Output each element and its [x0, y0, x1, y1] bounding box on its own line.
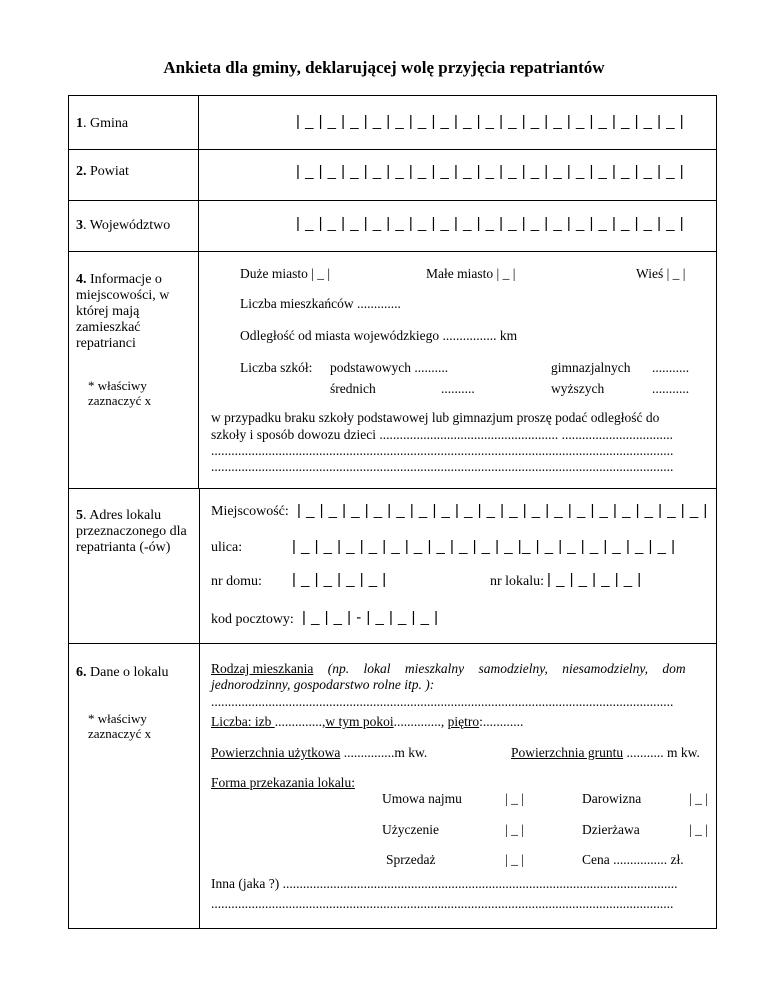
darowizna-label: Darowizna	[582, 791, 642, 806]
inna-field[interactable]: Inna (jaka ?) .....................................................................................................................	[211, 876, 678, 891]
dzierzawa-checkbox[interactable]: | _ |	[689, 822, 708, 837]
dane-lokalu-label: 6. Dane o lokalu	[76, 665, 169, 680]
gimnazjalne-label: gimnazjalnych	[551, 360, 631, 375]
darowizna-checkbox[interactable]: | _ |	[689, 791, 708, 806]
uzyczenie-checkbox[interactable]: | _ |	[505, 822, 524, 837]
nr-domu-input-boxes[interactable]: | _ | _ | _ | _ |	[292, 571, 387, 588]
dotted-line[interactable]: .........................................................................................................................................	[211, 459, 674, 474]
row-divider	[68, 251, 717, 252]
informacje-label: 4. Informacje o miejscowości, w której mają zamieszkać repatrianci	[76, 272, 170, 351]
page-title: Ankieta dla gminy, deklarującej wolę przyjęcia repatriantów	[163, 58, 605, 77]
gmina-label: 1. Gmina	[76, 116, 129, 131]
srednie-field[interactable]: ..........	[441, 381, 475, 396]
uzyczenie-label: Użyczenie	[382, 822, 439, 837]
dotted-line[interactable]: .........................................................................................................................................	[211, 443, 674, 458]
column-divider	[199, 488, 200, 929]
liczba-izb-field[interactable]: Liczba: izb ..............,w tym pokoi.............., piętro:............	[211, 714, 524, 729]
gmina-input-boxes[interactable]: | _ | _ | _ | _ | _ | _ | _ | _ | _ | _ | _ | _ | _ | _ | _ | _ | _ |	[296, 113, 685, 130]
powierzchnia-gruntu-field[interactable]: Powierzchnia gruntu ........... m kw.	[511, 745, 700, 760]
liczba-mieszkancow-field[interactable]: Liczba mieszkańców .............	[240, 296, 401, 311]
liczba-szkol-label: Liczba szkół:	[240, 360, 313, 375]
srednie-label: średnich	[330, 381, 376, 396]
sprzedaz-label: Sprzedaż	[386, 852, 436, 867]
column-divider	[198, 95, 199, 488]
dane-lokalu-note: * właściwy zaznaczyć x	[88, 711, 152, 741]
wies-checkbox[interactable]: Wieś | _ |	[636, 266, 686, 281]
powiat-input-boxes[interactable]: | _ | _ | _ | _ | _ | _ | _ | _ | _ | _ | _ | _ | _ | _ | _ | _ | _ |	[296, 163, 685, 180]
odleglosc-field[interactable]: Odległość od miasta wojewódzkiego ................ km	[240, 328, 518, 343]
brak-szkoly-text: w przypadku braku szkoły podstawowej lub gimnazjum proszę podać odległość do	[211, 410, 660, 425]
dotted-line[interactable]: .........................................................................................................................................	[211, 896, 674, 911]
nr-lokalu-input-boxes[interactable]: | _ | _ | _ | _ |	[547, 571, 642, 588]
wojewodztwo-input-boxes[interactable]: | _ | _ | _ | _ | _ | _ | _ | _ | _ | _ | _ | _ | _ | _ | _ | _ | _ |	[296, 215, 685, 232]
nr-domu-label: nr domu:	[211, 574, 262, 589]
forma-przekazania-label: Forma przekazania lokalu:	[211, 775, 355, 790]
powierzchnia-uzytkowa-field[interactable]: Powierzchnia użytkowa ...............m kw.	[211, 745, 428, 760]
gimnazjalne-field[interactable]: ...........	[652, 360, 690, 375]
kod-pocztowy-input-boxes[interactable]: | _ | _ | - | _ | _ | _ |	[302, 609, 439, 626]
wojewodztwo-label: 3. Województwo	[76, 218, 171, 233]
nr-lokalu-label: nr lokalu:	[490, 574, 545, 589]
row-divider	[68, 643, 717, 644]
row-divider	[68, 200, 717, 201]
rodzaj-mieszkania-field[interactable]: .........................................................................................................................................	[211, 694, 674, 709]
powiat-label: 2. Powiat	[76, 164, 129, 179]
ulica-label: ulica:	[211, 540, 243, 555]
rodzaj-mieszkania-text: Rodzaj mieszkania (np. lokal mieszkalny samodzielny, niesamodzielny, dom	[211, 661, 686, 676]
adres-lokalu-label: 5. Adres lokalu przeznaczonego dla repatrianta (-ów)	[76, 508, 187, 555]
miejscowosc-label: Miejscowość:	[211, 504, 289, 519]
wyzsze-field[interactable]: ...........	[652, 381, 690, 396]
miejscowosc-input-boxes[interactable]: | _ | _ | _ | _ | _ | _ | _ | _ | _ | _ | _ | _ | _ | _ | _ | _ | _ | _ |	[297, 502, 708, 519]
ulica-input-boxes[interactable]: | _ | _ | _ | _ | _ | _ | _ | _ | _ | _ |_ | _ | _ | _ | _ | _ | _ |	[292, 538, 676, 555]
cena-field[interactable]: Cena ................ zł.	[582, 852, 684, 867]
sprzedaz-checkbox[interactable]: | _ |	[505, 852, 524, 867]
szkoly-podstawowe-field[interactable]: podstawowych ..........	[330, 360, 449, 375]
rodzaj-mieszkania-text-2: jednorodzinny, gospodarstwo rolne itp. ):	[211, 677, 435, 692]
row-divider	[68, 149, 717, 150]
umowa-najmu-checkbox[interactable]: | _ |	[505, 791, 524, 806]
dowoz-field[interactable]: szkoły i sposób dowozu dzieci ..................................................... .................................	[211, 427, 673, 442]
wyzsze-label: wyższych	[551, 381, 605, 396]
umowa-najmu-label: Umowa najmu	[382, 791, 462, 806]
row-divider	[68, 488, 717, 489]
dzierzawa-label: Dzierżawa	[582, 822, 640, 837]
informacje-note: * właściwy zaznaczyć x	[88, 378, 152, 408]
male-miasto-checkbox[interactable]: Małe miasto | _ |	[426, 266, 516, 281]
duze-miasto-checkbox[interactable]: Duże miasto | _ |	[240, 266, 331, 281]
kod-pocztowy-label: kod pocztowy:	[211, 612, 294, 627]
